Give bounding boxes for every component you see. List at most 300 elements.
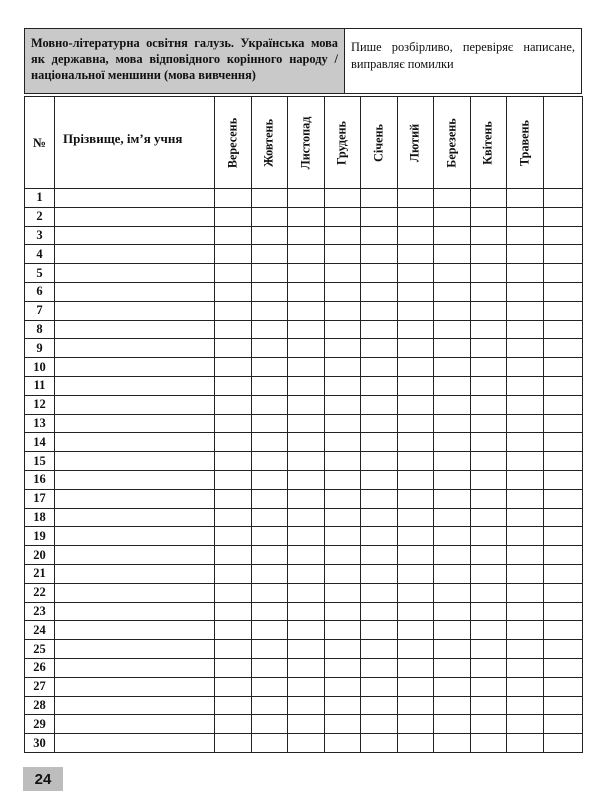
- mark-cell[interactable]: [288, 358, 325, 377]
- mark-cell[interactable]: [507, 602, 544, 621]
- mark-cell[interactable]: [470, 564, 507, 583]
- mark-cell[interactable]: [361, 245, 398, 264]
- mark-cell[interactable]: [215, 734, 252, 753]
- mark-cell[interactable]: [324, 245, 361, 264]
- student-name-cell[interactable]: [55, 207, 215, 226]
- mark-cell[interactable]: [251, 376, 288, 395]
- mark-cell[interactable]: [215, 677, 252, 696]
- mark-cell[interactable]: [507, 527, 544, 546]
- student-name-cell[interactable]: [55, 414, 215, 433]
- mark-cell[interactable]: [470, 320, 507, 339]
- mark-cell[interactable]: [543, 320, 583, 339]
- mark-cell[interactable]: [543, 189, 583, 208]
- mark-cell[interactable]: [543, 734, 583, 753]
- mark-cell[interactable]: [470, 433, 507, 452]
- mark-cell[interactable]: [324, 264, 361, 283]
- mark-cell[interactable]: [543, 376, 583, 395]
- mark-cell[interactable]: [215, 207, 252, 226]
- mark-cell[interactable]: [288, 376, 325, 395]
- mark-cell[interactable]: [215, 715, 252, 734]
- mark-cell[interactable]: [507, 658, 544, 677]
- student-name-cell[interactable]: [55, 677, 215, 696]
- mark-cell[interactable]: [324, 414, 361, 433]
- student-name-cell[interactable]: [55, 658, 215, 677]
- mark-cell[interactable]: [470, 207, 507, 226]
- student-name-cell[interactable]: [55, 395, 215, 414]
- mark-cell[interactable]: [470, 452, 507, 471]
- mark-cell[interactable]: [434, 320, 471, 339]
- mark-cell[interactable]: [324, 339, 361, 358]
- mark-cell[interactable]: [397, 508, 434, 527]
- student-name-cell[interactable]: [55, 226, 215, 245]
- mark-cell[interactable]: [251, 282, 288, 301]
- student-name-cell[interactable]: [55, 433, 215, 452]
- mark-cell[interactable]: [470, 527, 507, 546]
- mark-cell[interactable]: [324, 452, 361, 471]
- mark-cell[interactable]: [215, 414, 252, 433]
- mark-cell[interactable]: [288, 489, 325, 508]
- mark-cell[interactable]: [251, 245, 288, 264]
- mark-cell[interactable]: [215, 508, 252, 527]
- mark-cell[interactable]: [507, 339, 544, 358]
- mark-cell[interactable]: [215, 358, 252, 377]
- mark-cell[interactable]: [361, 339, 398, 358]
- mark-cell[interactable]: [288, 414, 325, 433]
- mark-cell[interactable]: [397, 546, 434, 565]
- mark-cell[interactable]: [288, 508, 325, 527]
- mark-cell[interactable]: [507, 508, 544, 527]
- mark-cell[interactable]: [434, 508, 471, 527]
- student-name-cell[interactable]: [55, 452, 215, 471]
- mark-cell[interactable]: [397, 282, 434, 301]
- mark-cell[interactable]: [397, 245, 434, 264]
- mark-cell[interactable]: [288, 658, 325, 677]
- mark-cell[interactable]: [361, 640, 398, 659]
- mark-cell[interactable]: [397, 264, 434, 283]
- mark-cell[interactable]: [215, 527, 252, 546]
- mark-cell[interactable]: [215, 621, 252, 640]
- student-name-cell[interactable]: [55, 715, 215, 734]
- mark-cell[interactable]: [361, 621, 398, 640]
- mark-cell[interactable]: [324, 564, 361, 583]
- mark-cell[interactable]: [361, 226, 398, 245]
- student-name-cell[interactable]: [55, 621, 215, 640]
- mark-cell[interactable]: [397, 489, 434, 508]
- mark-cell[interactable]: [507, 452, 544, 471]
- mark-cell[interactable]: [434, 583, 471, 602]
- mark-cell[interactable]: [470, 189, 507, 208]
- mark-cell[interactable]: [543, 489, 583, 508]
- mark-cell[interactable]: [434, 339, 471, 358]
- mark-cell[interactable]: [361, 320, 398, 339]
- mark-cell[interactable]: [251, 621, 288, 640]
- mark-cell[interactable]: [507, 621, 544, 640]
- mark-cell[interactable]: [361, 452, 398, 471]
- mark-cell[interactable]: [434, 226, 471, 245]
- mark-cell[interactable]: [470, 621, 507, 640]
- mark-cell[interactable]: [543, 395, 583, 414]
- mark-cell[interactable]: [470, 546, 507, 565]
- mark-cell[interactable]: [507, 376, 544, 395]
- mark-cell[interactable]: [215, 546, 252, 565]
- mark-cell[interactable]: [470, 226, 507, 245]
- mark-cell[interactable]: [288, 696, 325, 715]
- mark-cell[interactable]: [397, 583, 434, 602]
- mark-cell[interactable]: [215, 395, 252, 414]
- mark-cell[interactable]: [324, 489, 361, 508]
- student-name-cell[interactable]: [55, 640, 215, 659]
- student-name-cell[interactable]: [55, 301, 215, 320]
- mark-cell[interactable]: [251, 734, 288, 753]
- mark-cell[interactable]: [215, 189, 252, 208]
- mark-cell[interactable]: [397, 734, 434, 753]
- mark-cell[interactable]: [288, 470, 325, 489]
- mark-cell[interactable]: [470, 395, 507, 414]
- mark-cell[interactable]: [251, 207, 288, 226]
- mark-cell[interactable]: [288, 640, 325, 659]
- mark-cell[interactable]: [251, 358, 288, 377]
- mark-cell[interactable]: [397, 226, 434, 245]
- mark-cell[interactable]: [434, 358, 471, 377]
- mark-cell[interactable]: [288, 245, 325, 264]
- mark-cell[interactable]: [434, 677, 471, 696]
- mark-cell[interactable]: [507, 734, 544, 753]
- mark-cell[interactable]: [397, 414, 434, 433]
- mark-cell[interactable]: [397, 715, 434, 734]
- mark-cell[interactable]: [507, 583, 544, 602]
- mark-cell[interactable]: [507, 245, 544, 264]
- mark-cell[interactable]: [470, 301, 507, 320]
- mark-cell[interactable]: [324, 226, 361, 245]
- mark-cell[interactable]: [324, 189, 361, 208]
- mark-cell[interactable]: [288, 207, 325, 226]
- mark-cell[interactable]: [324, 470, 361, 489]
- mark-cell[interactable]: [543, 546, 583, 565]
- mark-cell[interactable]: [397, 207, 434, 226]
- mark-cell[interactable]: [397, 621, 434, 640]
- mark-cell[interactable]: [324, 282, 361, 301]
- mark-cell[interactable]: [470, 282, 507, 301]
- mark-cell[interactable]: [251, 489, 288, 508]
- mark-cell[interactable]: [324, 658, 361, 677]
- student-name-cell[interactable]: [55, 489, 215, 508]
- mark-cell[interactable]: [543, 226, 583, 245]
- mark-cell[interactable]: [434, 621, 471, 640]
- mark-cell[interactable]: [507, 395, 544, 414]
- mark-cell[interactable]: [361, 508, 398, 527]
- mark-cell[interactable]: [434, 282, 471, 301]
- mark-cell[interactable]: [543, 264, 583, 283]
- mark-cell[interactable]: [324, 301, 361, 320]
- mark-cell[interactable]: [251, 301, 288, 320]
- mark-cell[interactable]: [324, 508, 361, 527]
- mark-cell[interactable]: [397, 433, 434, 452]
- mark-cell[interactable]: [434, 527, 471, 546]
- mark-cell[interactable]: [507, 696, 544, 715]
- mark-cell[interactable]: [288, 433, 325, 452]
- mark-cell[interactable]: [361, 658, 398, 677]
- mark-cell[interactable]: [215, 452, 252, 471]
- mark-cell[interactable]: [215, 583, 252, 602]
- mark-cell[interactable]: [251, 433, 288, 452]
- mark-cell[interactable]: [251, 546, 288, 565]
- mark-cell[interactable]: [251, 414, 288, 433]
- mark-cell[interactable]: [215, 339, 252, 358]
- mark-cell[interactable]: [324, 715, 361, 734]
- mark-cell[interactable]: [434, 395, 471, 414]
- mark-cell[interactable]: [288, 583, 325, 602]
- mark-cell[interactable]: [434, 207, 471, 226]
- mark-cell[interactable]: [507, 564, 544, 583]
- mark-cell[interactable]: [434, 489, 471, 508]
- mark-cell[interactable]: [215, 640, 252, 659]
- mark-cell[interactable]: [470, 264, 507, 283]
- mark-cell[interactable]: [251, 470, 288, 489]
- mark-cell[interactable]: [215, 376, 252, 395]
- mark-cell[interactable]: [543, 207, 583, 226]
- mark-cell[interactable]: [288, 715, 325, 734]
- student-name-cell[interactable]: [55, 696, 215, 715]
- mark-cell[interactable]: [324, 320, 361, 339]
- mark-cell[interactable]: [251, 320, 288, 339]
- mark-cell[interactable]: [361, 677, 398, 696]
- mark-cell[interactable]: [543, 583, 583, 602]
- student-name-cell[interactable]: [55, 320, 215, 339]
- mark-cell[interactable]: [397, 395, 434, 414]
- student-name-cell[interactable]: [55, 470, 215, 489]
- mark-cell[interactable]: [434, 564, 471, 583]
- mark-cell[interactable]: [507, 414, 544, 433]
- mark-cell[interactable]: [215, 489, 252, 508]
- mark-cell[interactable]: [324, 527, 361, 546]
- mark-cell[interactable]: [361, 395, 398, 414]
- mark-cell[interactable]: [215, 320, 252, 339]
- student-name-cell[interactable]: [55, 339, 215, 358]
- mark-cell[interactable]: [324, 602, 361, 621]
- mark-cell[interactable]: [361, 602, 398, 621]
- mark-cell[interactable]: [470, 245, 507, 264]
- mark-cell[interactable]: [361, 696, 398, 715]
- mark-cell[interactable]: [251, 677, 288, 696]
- mark-cell[interactable]: [361, 282, 398, 301]
- mark-cell[interactable]: [324, 376, 361, 395]
- mark-cell[interactable]: [251, 715, 288, 734]
- mark-cell[interactable]: [543, 564, 583, 583]
- mark-cell[interactable]: [215, 301, 252, 320]
- mark-cell[interactable]: [543, 414, 583, 433]
- mark-cell[interactable]: [434, 414, 471, 433]
- mark-cell[interactable]: [507, 207, 544, 226]
- mark-cell[interactable]: [543, 358, 583, 377]
- student-name-cell[interactable]: [55, 358, 215, 377]
- mark-cell[interactable]: [288, 734, 325, 753]
- mark-cell[interactable]: [251, 395, 288, 414]
- mark-cell[interactable]: [543, 640, 583, 659]
- mark-cell[interactable]: [288, 452, 325, 471]
- mark-cell[interactable]: [251, 527, 288, 546]
- mark-cell[interactable]: [324, 395, 361, 414]
- mark-cell[interactable]: [324, 696, 361, 715]
- mark-cell[interactable]: [215, 696, 252, 715]
- mark-cell[interactable]: [434, 264, 471, 283]
- mark-cell[interactable]: [507, 489, 544, 508]
- mark-cell[interactable]: [251, 339, 288, 358]
- mark-cell[interactable]: [288, 621, 325, 640]
- mark-cell[interactable]: [324, 358, 361, 377]
- mark-cell[interactable]: [215, 226, 252, 245]
- student-name-cell[interactable]: [55, 527, 215, 546]
- mark-cell[interactable]: [361, 715, 398, 734]
- mark-cell[interactable]: [470, 414, 507, 433]
- mark-cell[interactable]: [434, 546, 471, 565]
- mark-cell[interactable]: [397, 564, 434, 583]
- mark-cell[interactable]: [470, 696, 507, 715]
- student-name-cell[interactable]: [55, 189, 215, 208]
- student-name-cell[interactable]: [55, 546, 215, 565]
- mark-cell[interactable]: [507, 301, 544, 320]
- mark-cell[interactable]: [397, 189, 434, 208]
- mark-cell[interactable]: [434, 696, 471, 715]
- mark-cell[interactable]: [543, 301, 583, 320]
- mark-cell[interactable]: [470, 583, 507, 602]
- mark-cell[interactable]: [543, 452, 583, 471]
- mark-cell[interactable]: [397, 658, 434, 677]
- mark-cell[interactable]: [543, 658, 583, 677]
- student-name-cell[interactable]: [55, 564, 215, 583]
- mark-cell[interactable]: [434, 301, 471, 320]
- mark-cell[interactable]: [470, 508, 507, 527]
- mark-cell[interactable]: [507, 226, 544, 245]
- mark-cell[interactable]: [470, 470, 507, 489]
- mark-cell[interactable]: [507, 358, 544, 377]
- mark-cell[interactable]: [361, 583, 398, 602]
- mark-cell[interactable]: [288, 226, 325, 245]
- mark-cell[interactable]: [397, 358, 434, 377]
- mark-cell[interactable]: [324, 207, 361, 226]
- mark-cell[interactable]: [397, 301, 434, 320]
- mark-cell[interactable]: [543, 677, 583, 696]
- mark-cell[interactable]: [507, 470, 544, 489]
- mark-cell[interactable]: [543, 470, 583, 489]
- mark-cell[interactable]: [507, 640, 544, 659]
- mark-cell[interactable]: [397, 677, 434, 696]
- mark-cell[interactable]: [397, 602, 434, 621]
- mark-cell[interactable]: [470, 358, 507, 377]
- mark-cell[interactable]: [470, 489, 507, 508]
- mark-cell[interactable]: [288, 320, 325, 339]
- mark-cell[interactable]: [470, 376, 507, 395]
- mark-cell[interactable]: [507, 546, 544, 565]
- mark-cell[interactable]: [397, 470, 434, 489]
- mark-cell[interactable]: [434, 245, 471, 264]
- mark-cell[interactable]: [507, 282, 544, 301]
- mark-cell[interactable]: [543, 527, 583, 546]
- mark-cell[interactable]: [434, 433, 471, 452]
- mark-cell[interactable]: [361, 527, 398, 546]
- mark-cell[interactable]: [215, 264, 252, 283]
- mark-cell[interactable]: [215, 658, 252, 677]
- mark-cell[interactable]: [251, 583, 288, 602]
- mark-cell[interactable]: [324, 734, 361, 753]
- student-name-cell[interactable]: [55, 245, 215, 264]
- mark-cell[interactable]: [361, 376, 398, 395]
- mark-cell[interactable]: [215, 470, 252, 489]
- mark-cell[interactable]: [361, 207, 398, 226]
- mark-cell[interactable]: [543, 696, 583, 715]
- mark-cell[interactable]: [434, 640, 471, 659]
- mark-cell[interactable]: [543, 245, 583, 264]
- mark-cell[interactable]: [288, 301, 325, 320]
- mark-cell[interactable]: [251, 508, 288, 527]
- mark-cell[interactable]: [397, 640, 434, 659]
- mark-cell[interactable]: [470, 602, 507, 621]
- mark-cell[interactable]: [361, 433, 398, 452]
- mark-cell[interactable]: [215, 245, 252, 264]
- mark-cell[interactable]: [434, 734, 471, 753]
- mark-cell[interactable]: [397, 320, 434, 339]
- mark-cell[interactable]: [288, 602, 325, 621]
- mark-cell[interactable]: [397, 376, 434, 395]
- mark-cell[interactable]: [470, 658, 507, 677]
- mark-cell[interactable]: [215, 602, 252, 621]
- mark-cell[interactable]: [397, 527, 434, 546]
- mark-cell[interactable]: [470, 715, 507, 734]
- mark-cell[interactable]: [507, 433, 544, 452]
- mark-cell[interactable]: [361, 264, 398, 283]
- mark-cell[interactable]: [470, 677, 507, 696]
- mark-cell[interactable]: [288, 395, 325, 414]
- mark-cell[interactable]: [324, 546, 361, 565]
- mark-cell[interactable]: [215, 564, 252, 583]
- student-name-cell[interactable]: [55, 376, 215, 395]
- mark-cell[interactable]: [251, 640, 288, 659]
- mark-cell[interactable]: [434, 452, 471, 471]
- mark-cell[interactable]: [288, 564, 325, 583]
- mark-cell[interactable]: [543, 433, 583, 452]
- mark-cell[interactable]: [215, 282, 252, 301]
- mark-cell[interactable]: [251, 226, 288, 245]
- mark-cell[interactable]: [470, 640, 507, 659]
- mark-cell[interactable]: [434, 715, 471, 734]
- mark-cell[interactable]: [251, 264, 288, 283]
- mark-cell[interactable]: [361, 734, 398, 753]
- mark-cell[interactable]: [288, 546, 325, 565]
- mark-cell[interactable]: [470, 734, 507, 753]
- mark-cell[interactable]: [397, 452, 434, 471]
- mark-cell[interactable]: [397, 696, 434, 715]
- mark-cell[interactable]: [361, 414, 398, 433]
- mark-cell[interactable]: [543, 508, 583, 527]
- mark-cell[interactable]: [397, 339, 434, 358]
- mark-cell[interactable]: [434, 470, 471, 489]
- mark-cell[interactable]: [324, 640, 361, 659]
- mark-cell[interactable]: [434, 658, 471, 677]
- mark-cell[interactable]: [324, 621, 361, 640]
- mark-cell[interactable]: [507, 715, 544, 734]
- mark-cell[interactable]: [288, 677, 325, 696]
- student-name-cell[interactable]: [55, 508, 215, 527]
- mark-cell[interactable]: [507, 677, 544, 696]
- mark-cell[interactable]: [507, 189, 544, 208]
- mark-cell[interactable]: [507, 264, 544, 283]
- mark-cell[interactable]: [361, 489, 398, 508]
- mark-cell[interactable]: [251, 658, 288, 677]
- student-name-cell[interactable]: [55, 734, 215, 753]
- student-name-cell[interactable]: [55, 282, 215, 301]
- mark-cell[interactable]: [251, 452, 288, 471]
- mark-cell[interactable]: [361, 564, 398, 583]
- mark-cell[interactable]: [543, 621, 583, 640]
